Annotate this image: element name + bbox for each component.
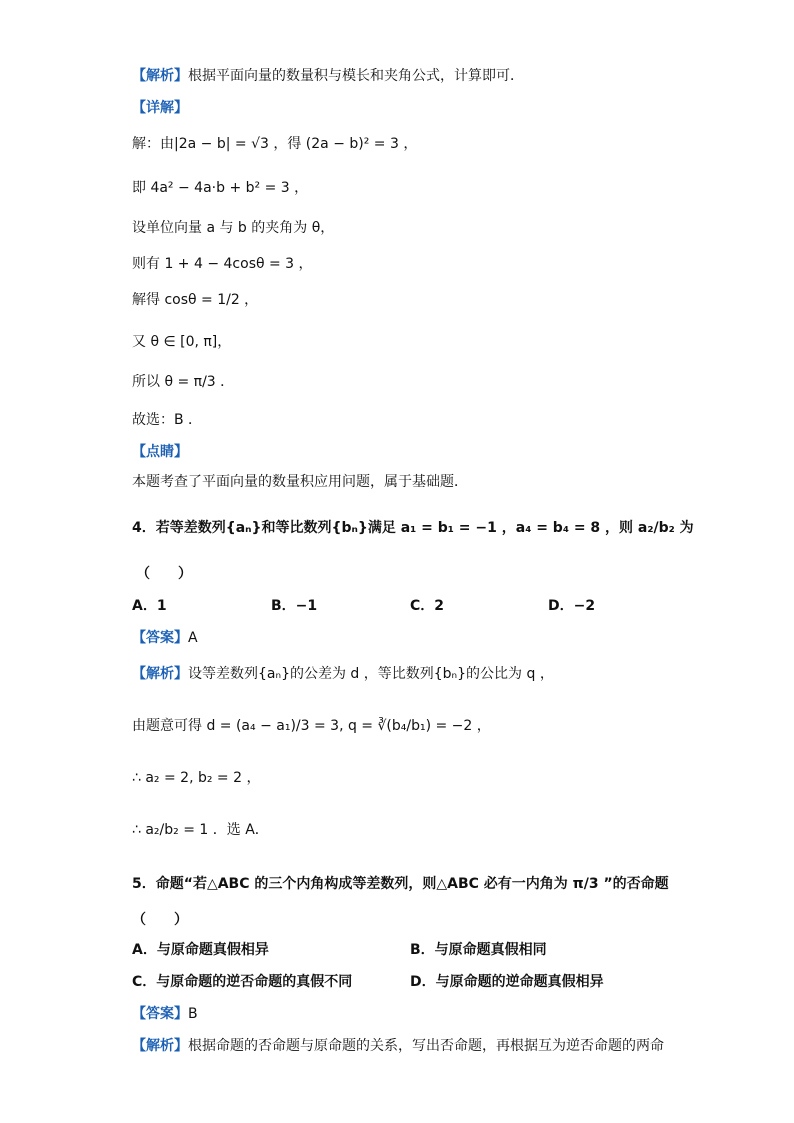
detail-tag-line	[132, 98, 188, 118]
q4-analysis-line-2: 由题意可得 d = (a₄ − a₁)/3 = 3, q = ∛(b₄/b₁) = −2 ，	[132, 718, 491, 734]
q5-paren: （ ）	[132, 912, 188, 928]
q4-analysis-line-3: ∴ a₂ = 2, b₂ = 2 ，	[132, 770, 261, 786]
comment-text: 本题考查了平面向量的数量积应用问题，属于基础题．	[132, 474, 468, 490]
comment-tag-line	[132, 442, 188, 462]
q4-option-c: C．2	[410, 598, 445, 614]
step-7: 所以 θ = π/3 ．	[132, 374, 235, 390]
step-1: 解：由|2a − b| = √3 ，得 (2a − b)² = 3 ，	[132, 136, 418, 152]
q5-stem: 5．命题“若△ABC 的三个内角构成等差数列，则△ABC 必有一内角为 π/3 ”的否命题	[132, 876, 669, 892]
answer-value: A	[188, 630, 198, 646]
q5-option-d: D．与原命题的逆命题真假相异	[410, 974, 604, 990]
q4-analysis-line-1	[132, 664, 554, 684]
analysis-tag: 【解析】	[132, 68, 188, 84]
q4-analysis-line-4: ∴ a₂/b₂ = 1 ．选 A．	[132, 822, 269, 838]
step-8: 故选：B ．	[132, 412, 203, 428]
step-4: 则有 1 + 4 − 4cosθ = 3 ，	[132, 256, 313, 272]
q5-option-b: B．与原命题真假相同	[410, 942, 547, 958]
step-3: 设单位向量 a 与 b 的夹角为 θ，	[132, 220, 335, 236]
q5-option-a: A．与原命题真假相异	[132, 942, 269, 958]
q4-stem: 4．若等差数列{aₙ}和等比数列{bₙ}满足 a₁ = b₁ = −1 ，a₄ = b₄ = 8 ，则 a₂/b₂ 为	[132, 520, 694, 536]
analysis-tag: 【解析】	[132, 666, 188, 682]
answer-value: B	[188, 1006, 198, 1022]
q4-paren: （ ）	[136, 566, 192, 582]
step-2: 即 4a² − 4a·b + b² = 3 ，	[132, 180, 309, 196]
analysis-text: 设等差数列{aₙ}的公差为 d ，等比数列{bₙ}的公比为 q ，	[188, 666, 554, 682]
q5-analysis-line	[132, 1036, 664, 1056]
q4-answer-line	[132, 628, 198, 648]
q5-option-c: C．与原命题的逆否命题的真假不同	[132, 974, 353, 990]
q4-option-b: B．−1	[271, 598, 318, 614]
answer-tag: 【答案】	[132, 1006, 188, 1022]
q4-option-d: D．−2	[548, 598, 596, 614]
q4-option-a: A．1	[132, 598, 167, 614]
analysis-tag: 【解析】	[132, 1038, 188, 1054]
analysis-text: 根据平面向量的数量积与模长和夹角公式，计算即可．	[188, 68, 524, 84]
detail-tag: 【详解】	[132, 100, 188, 116]
analysis-text: 根据命题的否命题与原命题的关系，写出否命题，再根据互为逆否命题的两命	[188, 1038, 664, 1054]
comment-tag: 【点睛】	[132, 444, 188, 460]
q5-answer-line	[132, 1004, 198, 1024]
step-6: 又 θ ∈ [0, π]，	[132, 334, 232, 350]
step-5: 解得 cosθ = 1/2 ，	[132, 292, 259, 308]
answer-tag: 【答案】	[132, 630, 188, 646]
q3-analysis-line	[132, 66, 524, 86]
